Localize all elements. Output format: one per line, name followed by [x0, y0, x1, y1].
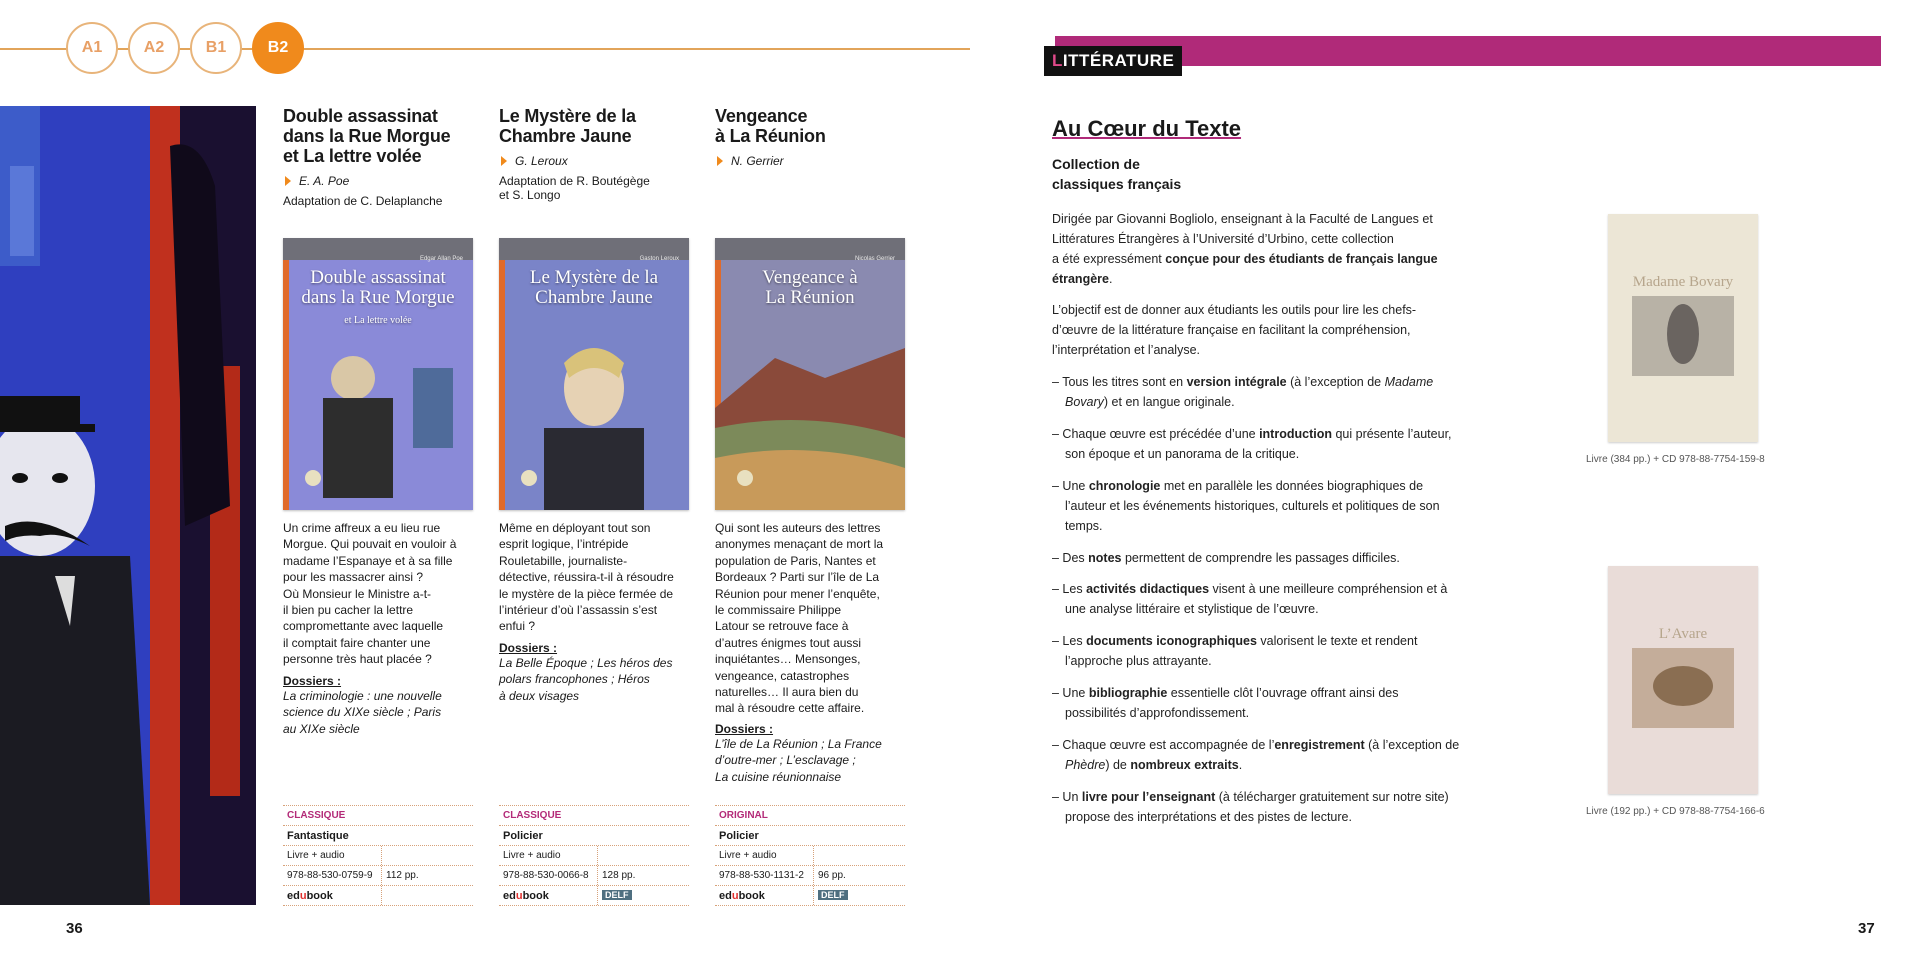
book-2-dossiers: [499, 639, 694, 704]
book-2-summary: Même en déployant tout son esprit logique, l’intrépide Rouletabille, journaliste- détective, réussira-t-il à résoudre le mystère de la pièce fermée de l’intérieur d’où l’assassin s’est enfui ?: [499, 521, 674, 634]
isbn: 978-88-530-0759-9: [283, 866, 382, 885]
book-3-summary: Qui sont les auteurs des lettres anonymes menaçant de mort la population de Paris, Nantes et Bordeaux ? Parti sur l’île de La Réunion pour mener l’enquête, le commissaire Philippe Latour se retrouve face à d’autres énigmes tout aussi inquiétantes… Mensonges, vengeance, catastrophes naturelles… Il aura bien du mal à résoudre cette affaire.: [715, 521, 884, 716]
book-title: Vengeance à La Réunion: [715, 106, 826, 146]
level-a2[interactable]: A2: [128, 22, 180, 74]
cover-author: Nicolas Gerrier: [854, 256, 895, 262]
format: Livre + audio: [283, 846, 382, 865]
format: Livre + audio: [499, 846, 598, 865]
dossiers-text: La criminologie : une nouvelle science du XIXe siècle ; Paris au XIXe siècle: [283, 689, 442, 736]
page-number-right: 37: [1858, 920, 1875, 937]
genre: Policier: [719, 829, 759, 842]
book-2-cover[interactable]: [499, 238, 689, 510]
book-1-meta: [283, 805, 473, 906]
cover-title: Le Mystère de la Chambre Jaune: [529, 267, 659, 308]
book-2-meta: [499, 805, 689, 906]
side-caption-2: Livre (192 pp.) + CD 978-88-7754-166-6: [1586, 806, 1765, 817]
author-name: G. Leroux: [515, 154, 568, 168]
book-1-cover[interactable]: [283, 238, 473, 510]
category: ORIGINAL: [719, 810, 768, 821]
dossiers-text: L’île de La Réunion ; La France d’outre-mer ; L’esclavage ; La cuisine réunionnaise: [715, 737, 882, 784]
dossiers-label: Dossiers :: [499, 641, 558, 655]
bullet-introduction: – Chaque œuvre est précédée d’une introduction qui présente l’auteur, son époque et un panorama de la critique.: [1052, 427, 1452, 461]
hero-painting: [0, 106, 256, 905]
bullet-enseignant: – Un livre pour l’enseignant (à télécharger gratuitement sur notre site) propose des interprétations et des pistes de lecture.: [1052, 790, 1449, 824]
book-3-header: [715, 106, 915, 168]
page-number-left: 36: [66, 920, 83, 937]
publisher-logo: ed u book: [499, 886, 598, 905]
author-triangle-icon: [285, 176, 291, 186]
bullet-integral: – Tous les titres sont en version intégrale (à l’exception de Madame Bovary) et en langue originale.: [1052, 375, 1434, 409]
book-adaptation: Adaptation de C. Delaplanche: [283, 194, 443, 208]
isbn: 978-88-530-0066-8: [499, 866, 598, 885]
delf-badge: DELF: [818, 890, 848, 900]
pages: 128 pp.: [602, 870, 636, 881]
level-b2[interactable]: B2: [252, 22, 304, 74]
level-a1[interactable]: A1: [66, 22, 118, 74]
cover-author: Gaston Leroux: [639, 256, 679, 262]
collection-subtitle: Collection de classiques français: [1052, 156, 1182, 192]
publisher-logo: ed u book: [283, 886, 382, 905]
book-2-header: [499, 106, 699, 202]
intro-paragraph-2: L’objectif est de donner aux étudiants les outils pour lire les chefs- d’œuvre de la littérature française en facilitant la compréhension, l’interprétation et l’analyse.: [1052, 303, 1417, 357]
book-3-dossiers: [715, 720, 910, 785]
genre: Fantastique: [287, 829, 349, 842]
book-title: Le Mystère de la Chambre Jaune: [499, 106, 636, 146]
section-label: L ITTÉRATURE: [1044, 46, 1182, 76]
book-author: [283, 174, 483, 188]
publisher-logo: ed u book: [715, 886, 814, 905]
category: CLASSIQUE: [503, 810, 562, 821]
author-name: N. Gerrier: [731, 154, 784, 168]
bullet-chronologie: – Une chronologie met en parallèle les données biographiques de l’auteur et les événements historiques, culturels et politiques de son temps.: [1052, 479, 1440, 533]
side-cover-avare[interactable]: [1608, 566, 1758, 794]
delf-badge: DELF: [602, 890, 632, 900]
cover-title: Vengeance à La Réunion: [762, 267, 858, 308]
book-adaptation: Adaptation de R. Boutégège et S. Longo: [499, 174, 650, 202]
pages: 96 pp.: [818, 870, 846, 881]
book-3-meta: [715, 805, 905, 906]
cover-author: Edgar Allan Poe: [419, 256, 463, 262]
author-triangle-icon: [717, 156, 723, 166]
side-caption-1: Livre (384 pp.) + CD 978-88-7754-159-8: [1586, 454, 1765, 465]
book-3-cover[interactable]: [715, 238, 905, 510]
author-triangle-icon: [501, 156, 507, 166]
dossiers-text: La Belle Époque ; Les héros des polars francophones ; Héros à deux visages: [499, 656, 673, 703]
bullet-activites: – Les activités didactiques visent à une meilleure compréhension et à une analyse littéraire et stylistique de l’œuvre.: [1052, 582, 1448, 616]
isbn: 978-88-530-1131-2: [715, 866, 814, 885]
book-author: [715, 154, 915, 168]
dossiers-label: Dossiers :: [715, 722, 774, 736]
bullet-enregistrement: – Chaque œuvre est accompagnée de l’enregistrement (à l’exception de Phèdre) de nombreux extraits.: [1052, 738, 1460, 772]
side-cover-title: Madame Bovary: [1632, 274, 1734, 290]
level-b1[interactable]: B1: [190, 22, 242, 74]
side-cover-title: L’Avare: [1658, 626, 1708, 642]
bullet-bibliographie: – Une bibliographie essentielle clôt l’ouvrage offrant ainsi des possibilités d’approfondissement.: [1052, 686, 1399, 720]
intro-paragraph-1: Dirigée par Giovanni Bogliolo, enseignant à la Faculté de Langues et Littératures Étrangères à l’Université d’Urbino, cette collection a été expressément conçue pour des étudiants de français langue étrangère.: [1052, 212, 1438, 286]
genre: Policier: [503, 829, 543, 842]
pages: 112 pp.: [386, 870, 419, 881]
collection-title: Au Cœur du Texte: [1052, 116, 1242, 141]
book-1-summary: Un crime affreux a eu lieu rue Morgue. Qui pouvait en vouloir à madame l’Espanaye et à sa fille pour les massacrer ainsi ? Où Monsieur le Ministre a-t- il bien pu cacher la lettre compromettante avec laquelle il comptait faire chanter une personne très haut placée ?: [283, 521, 457, 667]
book-author: [499, 154, 699, 168]
format: Livre + audio: [715, 846, 814, 865]
book-1-dossiers: [283, 672, 478, 737]
cover-title: Double assassinat dans la Rue Morgue: [301, 267, 455, 308]
book-title: Double assassinat dans la Rue Morgue et La lettre volée: [283, 106, 451, 166]
category: CLASSIQUE: [287, 810, 346, 821]
cover-subtitle: et La lettre volée: [344, 315, 412, 326]
bullet-documents: – Les documents iconographiques valorisent le texte et rendent l’approche plus attrayante.: [1052, 634, 1418, 668]
bullet-notes: – Des notes permettent de comprendre les passages difficiles.: [1052, 551, 1400, 565]
dossiers-label: Dossiers :: [283, 674, 342, 688]
side-cover-madame-bovary[interactable]: [1608, 214, 1758, 442]
book-1-header: [283, 106, 483, 208]
author-name: E. A. Poe: [299, 174, 350, 188]
